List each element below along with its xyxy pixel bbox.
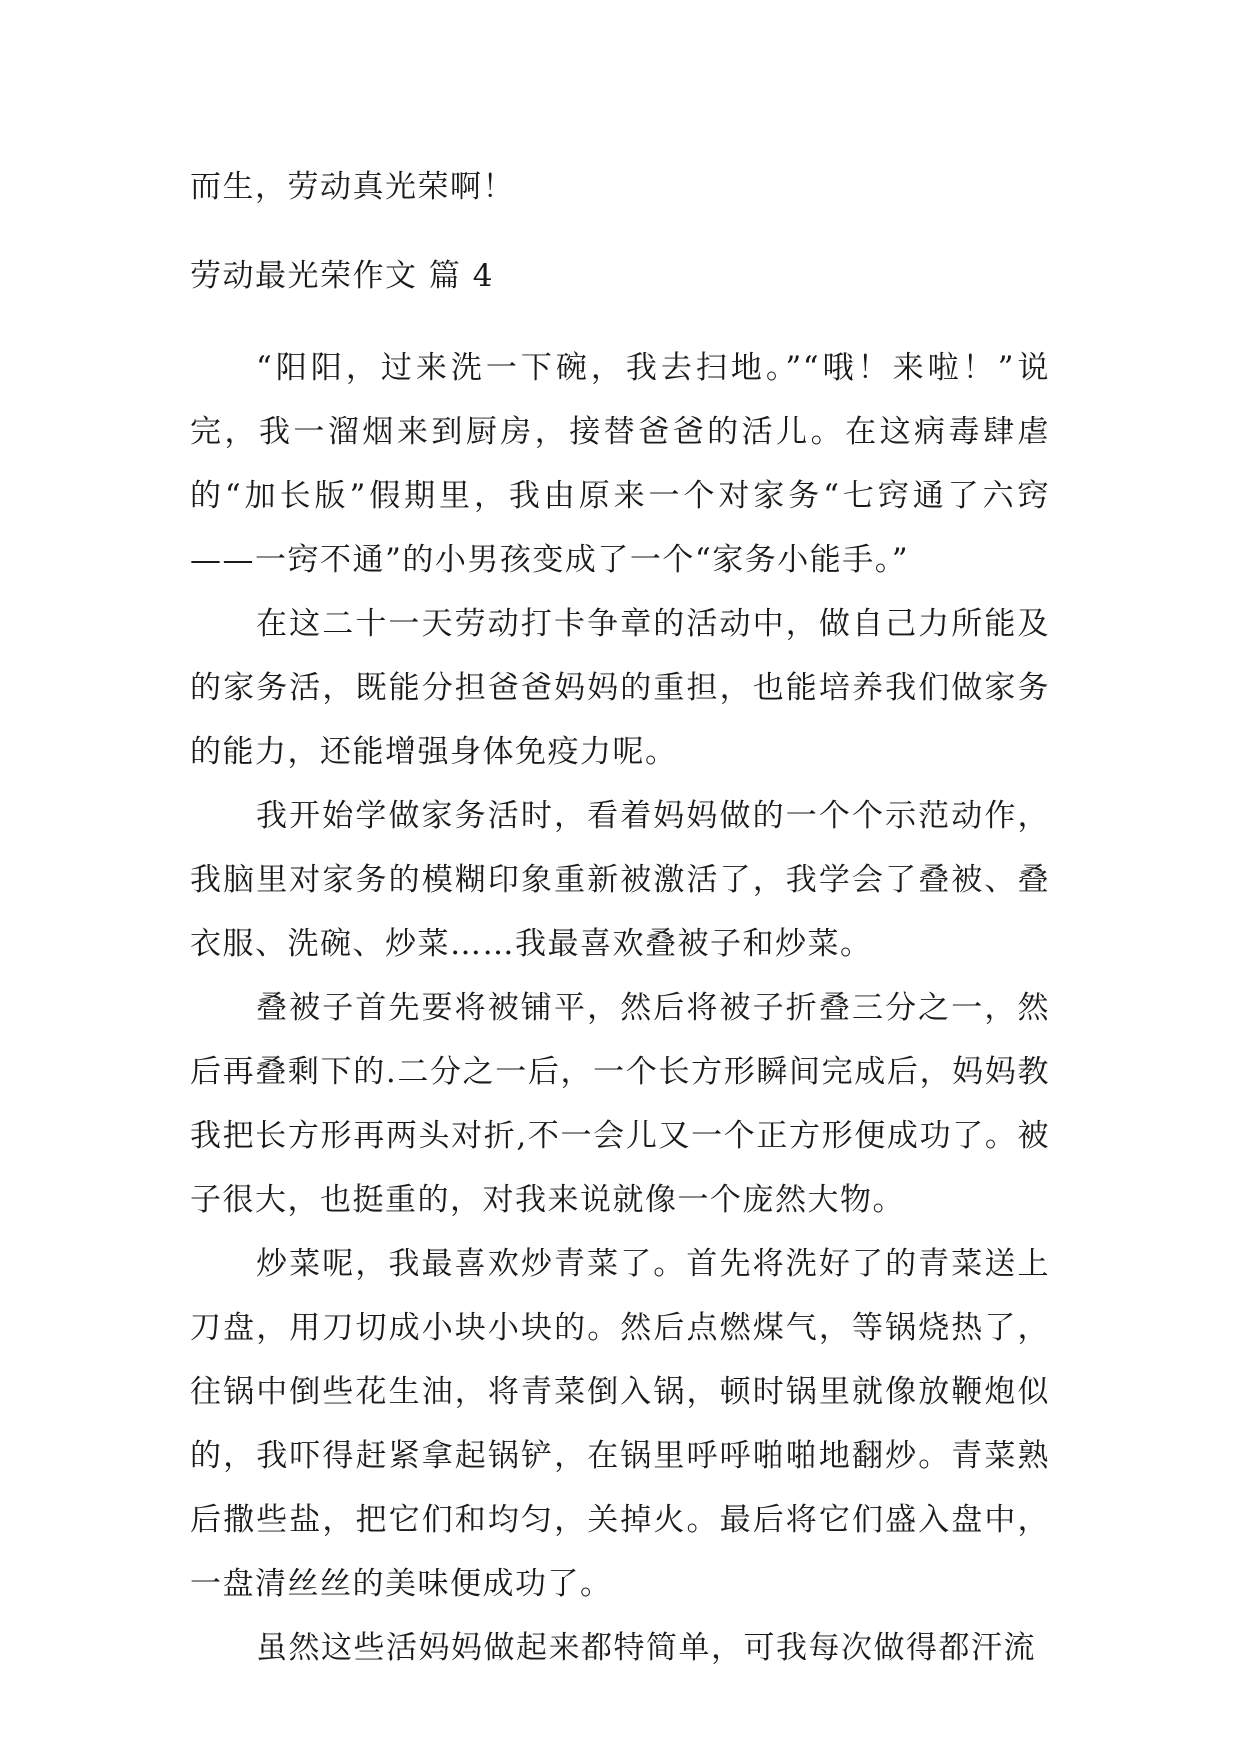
section-title: 劳动最光荣作文 篇 4 <box>190 258 494 294</box>
paragraph: 叠被子首先要将被铺平，然后将被子折叠三分之一，然后再叠剩下的.二分之一后，一个长方形瞬间完成后，妈妈教我把长方形再两头对折,不一会儿又一个正方形便成功了。被子很大，也挺重的，对我来说就像一个庞然大物。 <box>190 990 1050 1218</box>
paragraph: 炒菜呢，我最喜欢炒青菜了。首先将洗好了的青菜送上刀盘，用刀切成小块小块的。然后点燃煤气，等锅烧热了，往锅中倒些花生油，将青菜倒入锅，顿时锅里就像放鞭炮似的，我吓得赶紧拿起锅铲，在锅里呼呼啪啪地翻炒。青菜熟后撒些盐，把它们和均匀，关掉火。最后将它们盛入盘中，一盘清丝丝的美味便成功了。 <box>190 1246 1050 1602</box>
continuation-line: 而生，劳动真光荣啊！ <box>190 169 515 205</box>
paragraph: 在这二十一天劳动打卡争章的活动中，做自己力所能及的家务活，既能分担爸爸妈妈的重担，也能培养我们做家务的能力，还能增强身体免疫力呢。 <box>190 606 1050 770</box>
paragraph: 我开始学做家务活时，看着妈妈做的一个个示范动作，我脑里对家务的模糊印象重新被激活了，我学会了叠被、叠衣服、洗碗、炒菜……我最喜欢叠被子和炒菜。 <box>190 798 1050 962</box>
essay-body <box>190 336 1050 1680</box>
paragraph: “阳阳，过来洗一下碗，我去扫地。”“哦！来啦！”说完，我一溜烟来到厨房，接替爸爸的活儿。在这病毒肆虐的“加长版”假期里，我由原来一个对家务“七窍通了六窍——一窍不通”的小男孩变成了一个“家务小能手。” <box>190 350 1050 578</box>
paragraph: 虽然这些活妈妈做起来都特简单，可我每次做得都汗流 <box>256 1630 1036 1666</box>
